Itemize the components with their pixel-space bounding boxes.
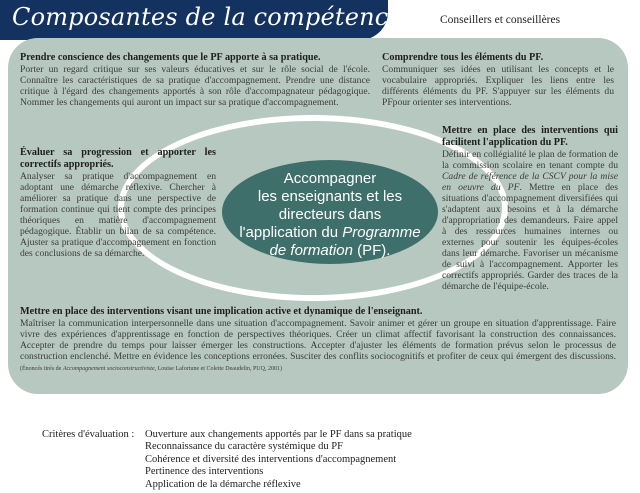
- component-top-right: [382, 52, 614, 108]
- component-top-right-body: Communiquer ses idées en utilisant les concepts et le vocabulaire appropriés. Expliquer les liens entre les différents éléments du PF. S'appuyer sur les éléments du PFpour orienter ses interventions.: [382, 64, 614, 108]
- center-line-1: Accompagner: [283, 170, 377, 187]
- center-line-4-prefix: l'application du: [239, 224, 343, 241]
- audience-label: Conseillers et conseillères: [440, 14, 561, 26]
- criteria-item: Ouverture aux changements apportés par le PF dans sa pratique: [145, 429, 412, 440]
- evaluation-criteria: [42, 429, 412, 491]
- criteria-item: Application de la démarche réflexive: [145, 478, 301, 490]
- center-line-4-italic: Programme: [342, 224, 421, 241]
- component-top-left: [20, 52, 370, 108]
- component-bottom: [20, 306, 616, 375]
- component-bottom-heading: Mettre en place des interventions visant une implication active et dynamique de l'enseignant.: [20, 306, 423, 317]
- component-right-body-part1: Définir en collégialité le plan de formation de la commission scolaire en tenant compte du: [442, 149, 618, 171]
- component-right-body-part2: . Mettre en place des situations d'accompagnement diversifiées qui s'adaptent aux besoins et à la démarche d'appropriation des demandeurs. Faire appel à des ressources humaines internes ou externes pour soutenir les équipes-écoles dans leur démarche. Favoriser un mécanisme de suivi à l'accompagnement. Apporter les correctifs appropriés. Garder des traces de la démarche de l'équipe-école.: [442, 182, 618, 292]
- component-bottom-body: [20, 318, 616, 375]
- component-right-heading: Mettre en place des interventions qui facilitent l'application du PF.: [442, 125, 618, 148]
- center-statement: [222, 170, 438, 260]
- component-top-left-body: Porter un regard critique sur ses valeurs éducatives et sur le rôle social de l'école. Connaître les caractéristiques de sa pratique d'accompagnement. Prendre une distance critique à l'égard des changements apportés à son rôle d'accompagnateur pédagogique. Nommer les changements qui auront un impact sur sa pratique d'accompagnement.: [20, 64, 370, 108]
- component-left: [20, 147, 216, 259]
- center-line-2: les enseignants et les: [257, 188, 403, 205]
- component-right-body-italic: Cadre de référence de la CSCV pour la mise en oeuvre du PF: [442, 171, 618, 193]
- source-italic: Accompagnement socioconstructiviste: [62, 366, 155, 372]
- component-bottom-body-text: Maîtriser la communication interpersonnelle dans une situation d'accompagnement. Savoir animer et gérer un groupe en situation d'apprentissage. Faire vivre des expériences d'apprentissage en fonction de perspectives théoriques. Créer un climat affectif favorisant la construction des connaissances. Accepter de prendre du temps pour laisser émerger les constructions. Accepter d'ajuster les éléments de formation prévus selon le processus de construction enclenché. Mettre en évidence les conceptions erronées. Susciter des conflits sociocognitifs et profiter de ceux qui émergent des discussions.: [20, 318, 616, 362]
- center-line-5-italic: de formation: [269, 242, 353, 259]
- page-title: Composantes de la compétence: [12, 3, 403, 31]
- criteria-label: Critères d'évaluation :: [42, 429, 135, 440]
- center-line-5-suffix: (PF).: [352, 242, 391, 259]
- component-top-right-heading: Comprendre tous les éléments du PF.: [382, 52, 544, 63]
- component-left-heading: Évaluer sa progression et apporter les correctifs appropriés.: [20, 147, 216, 170]
- source-part-2: , Louise Lafortune et Colette Deaudelin, PUQ, 2001): [154, 366, 282, 372]
- source-part-1: (Énoncés tirés de: [20, 366, 63, 372]
- component-right: [442, 125, 618, 292]
- criteria-item: Reconnaissance du caractère systémique du PF: [145, 441, 343, 453]
- component-right-body: [442, 149, 618, 292]
- criteria-list: [145, 429, 412, 491]
- criteria-item: Pertinence des interventions: [145, 466, 264, 478]
- component-top-left-heading: Prendre conscience des changements que le PF apporte à sa pratique.: [20, 52, 321, 63]
- criteria-item: Cohérence et diversité des interventions d'accompagnement: [145, 453, 397, 465]
- component-left-body: Analyser sa pratique d'accompagnement en adoptant une démarche réflexive. Chercher à améliorer sa pratique dans une perspective de formation continue qui tient compte des principes théoriques en matière d'accompagnement pédagogique. Établir un bilan de sa compétence. Ajuster sa pratique d'accompagnement en fonction des conclusions de sa démarche.: [20, 171, 216, 259]
- center-line-3: directeurs dans: [278, 206, 382, 223]
- center-line-4: [222, 224, 438, 242]
- component-bottom-source: [20, 366, 282, 372]
- center-line-5: [222, 242, 438, 260]
